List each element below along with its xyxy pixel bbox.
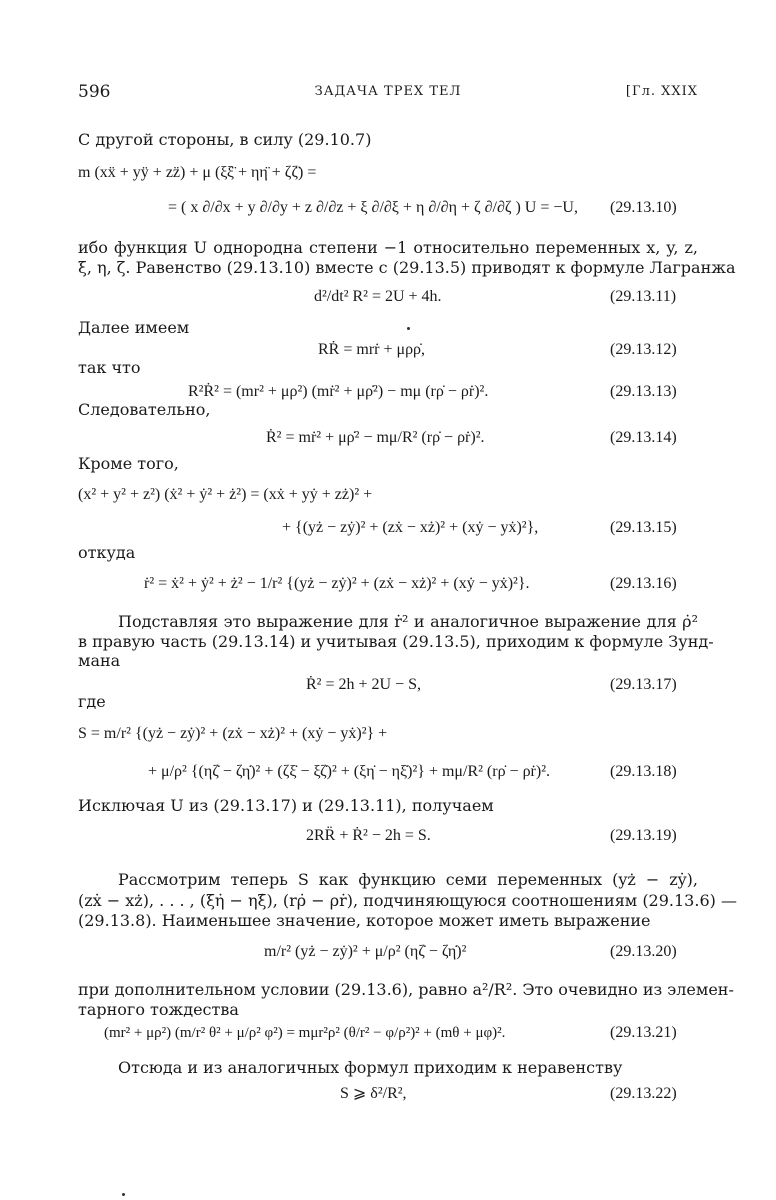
running-title: ЗАДАЧА ТРЕХ ТЕЛ — [314, 84, 462, 99]
text-line: Рассмотрим теперь S как функцию семи переменных (yż − zẏ), — [118, 870, 698, 889]
equation-number: (29.13.17) — [610, 676, 677, 693]
equation-number: (29.13.12) — [610, 341, 677, 358]
page-header — [78, 82, 698, 106]
equation-number: (29.13.15) — [610, 519, 677, 536]
text-line: мана — [78, 651, 121, 670]
equation-number: (29.13.21) — [610, 1024, 677, 1041]
equation-number: (29.13.14) — [610, 429, 677, 446]
equation-number: (29.13.20) — [610, 943, 677, 960]
chapter-label: [Гл. XXIX — [625, 84, 698, 99]
equation-number: (29.13.19) — [610, 827, 677, 844]
equation-number: (29.13.11) — [610, 288, 677, 305]
equation-line: = ( x ∂/∂x + y ∂/∂y + z ∂/∂z + ξ ∂/∂ξ + η ∂/∂η + ζ ∂/∂ζ ) U = −U, — [168, 199, 578, 216]
text-line: при дополнительном условии (29.13.6), равно a²/R². Это очевидно из элемен- — [78, 980, 734, 999]
equation-line: (mr² + μρ²) (m/r² θ² + μ/ρ² φ²) = mμr²ρ² (θ/r² − φ/ρ²)² + (mθ + μφ)². — [104, 1025, 506, 1041]
equation-line: R²Ṙ² = (mr² + μρ²) (mṙ² + μρ̇²) − mμ (rρ̇ − ρṙ)². — [188, 383, 489, 400]
text-line: Исключая U из (29.13.17) и (29.13.11), получаем — [78, 796, 494, 815]
text-line: Кроме того, — [78, 454, 179, 473]
text-line: тарного тождества — [78, 1000, 239, 1019]
equation-number: (29.13.10) — [610, 199, 677, 216]
page-number: 596 — [78, 82, 111, 102]
text-line: так что — [78, 358, 141, 377]
text-line: Отсюда и из аналогичных формул приходим к неравенству — [118, 1058, 623, 1077]
equation-line: (x² + y² + z²) (ẋ² + ẏ² + ż²) = (xẋ + yẏ + zż)² + — [78, 486, 373, 503]
text-line: ибо функция U однородна степени −1 относительно переменных x, y, z, — [78, 238, 698, 257]
equation-line: d²/dt² R² = 2U + 4h. — [314, 288, 442, 305]
equation-number: (29.13.16) — [610, 575, 677, 592]
text-line: где — [78, 692, 106, 711]
equation-line: + μ/ρ² {(ηζ̇ − ζη̇)² + (ζξ̇ − ξζ̇)² + (ξη̇ − ηξ̇)²} + mμ/R² (rρ̇ − ρṙ)². — [148, 763, 551, 780]
equation-number: (29.13.22) — [610, 1085, 677, 1102]
equation-line: RṘ = mrṙ + μρρ̇, — [318, 341, 426, 358]
text-line: в правую часть (29.13.14) и учитывая (29.13.5), приходим к формуле Зунд- — [78, 632, 714, 651]
print-speck — [407, 327, 410, 330]
equation-line: Ṙ² = 2h + 2U − S, — [306, 676, 421, 693]
text-line: ξ, η, ζ. Равенство (29.13.10) вместе с (29.13.5) приводят к формуле Лагранжа — [78, 258, 736, 277]
equation-line: 2RR̈ + Ṙ² − 2h = S. — [306, 827, 431, 844]
text-line: Следовательно, — [78, 400, 211, 419]
equation-line: S = m/r² {(yż − zẏ)² + (zẋ − xż)² + (xẏ − yẋ)²} + — [78, 725, 388, 742]
text-line: откуда — [78, 543, 136, 562]
equation-line: m/r² (yż − zẏ)² + μ/ρ² (ηζ̇ − ζη̇)² — [264, 943, 467, 960]
equation-number: (29.13.18) — [610, 763, 677, 780]
text-line: Далее имеем — [78, 318, 190, 337]
text-line: Подставляя это выражение для ṙ² и аналогичное выражение для ρ̇² — [118, 612, 698, 631]
text-line: (zẋ − xż), . . . , (ξη̇ − ηξ̇), (rρ̇ − ρṙ), подчиняющуюся соотношениям (29.13.6) — — [78, 891, 737, 910]
equation-line: S ⩾ δ²/R², — [340, 1085, 407, 1102]
text-line: С другой стороны, в силу (29.10.7) — [78, 130, 372, 149]
text-line: (29.13.8). Наименьшее значение, которое может иметь выражение — [78, 911, 651, 930]
equation-line: + {(yż − zẏ)² + (zẋ − xż)² + (xẏ − yẋ)²}, — [282, 519, 539, 536]
equation-number: (29.13.13) — [610, 383, 677, 400]
equation-line: m (xẍ + yÿ + zz̈) + μ (ξξ̈ + ηη̈ + ζζ̈) = — [78, 164, 317, 181]
print-speck — [122, 1193, 125, 1196]
equation-line: ṙ² = ẋ² + ẏ² + ż² − 1/r² {(yż − zẏ)² + (zẋ − xż)² + (xẏ − yẋ)²}. — [144, 575, 530, 592]
equation-line: Ṙ² = mṙ² + μρ̇² − mμ/R² (rρ̇ − ρṙ)². — [266, 429, 485, 446]
